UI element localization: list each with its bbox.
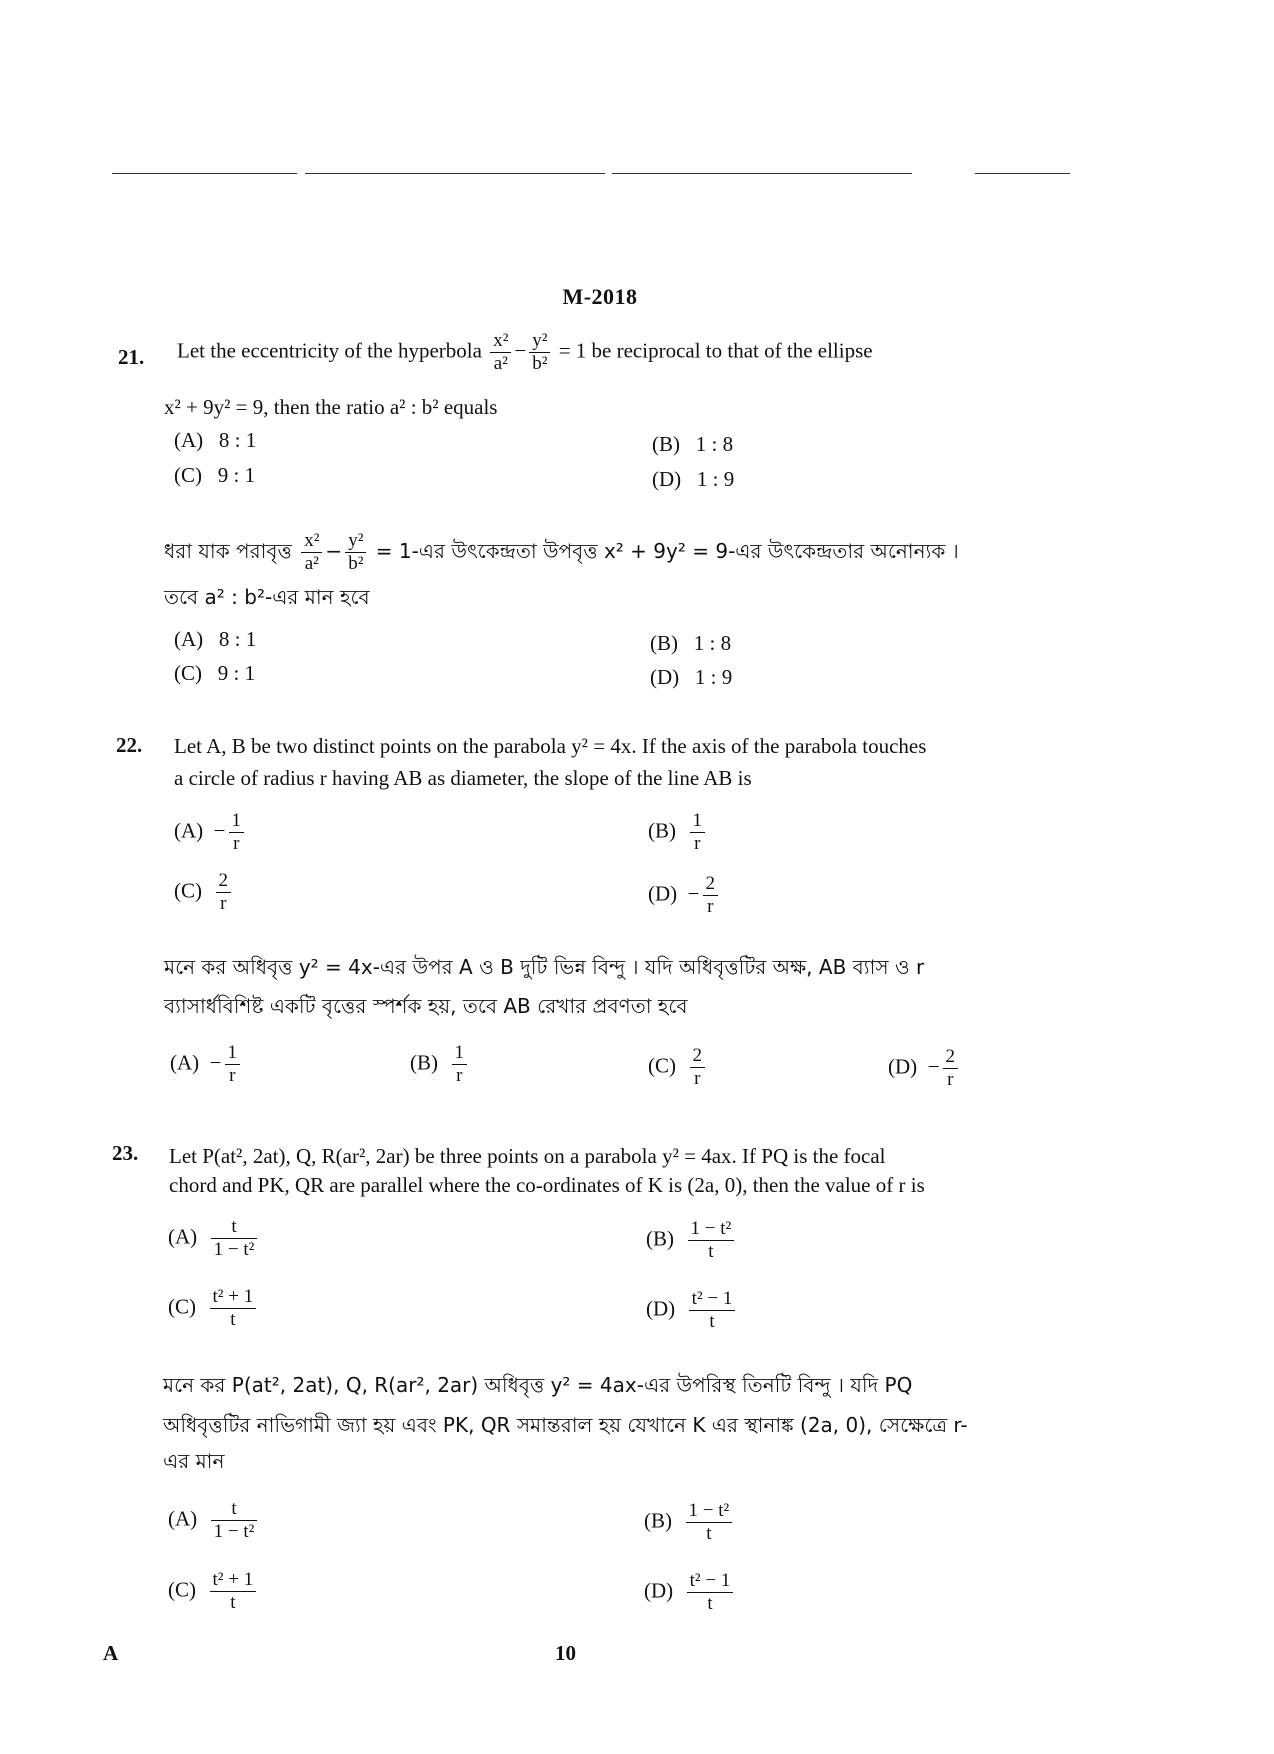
numerator: y²: [529, 330, 550, 353]
fraction: [301, 530, 322, 575]
question-text: x² + 9y² = 9, then the ratio a² : b² equals: [164, 395, 498, 419]
question-text-bengali: তবে a² : b²-এর মান হবে: [164, 585, 370, 609]
question-text-part: ধরা যাক পরাবৃত্ত: [164, 539, 292, 563]
option-c: (C) $\frac{2}{r}$: [174, 870, 234, 915]
option-d: (D) − $\frac{2}{r}$: [888, 1046, 961, 1091]
option-a: (A) $\frac{t}{\text{1 − t²}}$: [168, 1498, 260, 1543]
numerator: x²: [301, 530, 322, 553]
option-b: (B) $\frac{\text{1 − t²}}{t}$: [646, 1218, 737, 1263]
top-rule: [112, 173, 297, 174]
question-text: Let P(at², 2at), Q, R(ar², 2ar) be three points on a parabola y² = 4ax. If PQ is the focal: [169, 1144, 886, 1168]
fraction: [345, 530, 366, 575]
option-b: (B) $\frac{1}{r}$: [410, 1042, 470, 1087]
option-a: (A) 8 : 1: [174, 627, 257, 651]
question-text-bengali: অধিবৃত্তটির নাভিগামী জ্যা হয় এবং PK, QR সমান্তরাল হয় যেখানে K এর স্থানাঙ্ক (2a, 0), সেক্ষেত্রে r-: [163, 1413, 968, 1437]
top-rule: [975, 173, 1070, 174]
denominator: b²: [532, 353, 548, 374]
question-text-bengali: মনে কর P(at², 2at), Q, R(ar², 2ar) অধিবৃত্ত y² = 4ax-এর উপরিস্থ তিনটি বিন্দু । যদি PQ: [163, 1373, 913, 1397]
question-text: Let the eccentricity of the hyperbola $\frac{\text{x²}}{\text{a²}}$ − $\frac{\text{y²}}{\text{b²}}$ = 1 be reciprocal to that of the ellipse: [177, 330, 873, 374]
option-d: (D) 1 : 9: [650, 665, 733, 689]
numerator: x²: [490, 330, 511, 353]
fraction: [490, 330, 511, 375]
option-a: (A) $\frac{t}{\text{1 − t²}}$: [168, 1216, 260, 1261]
option-b: (B) $\frac{\text{1 − t²}}{t}$: [644, 1500, 735, 1545]
question-text-bengali: ধরা যাক পরাবৃত্ত $\frac{\text{x²}}{\text{a²}}$ − $\frac{\text{y²}}{\text{b²}}$ = 1-এর উৎকেন্দ্রতা উপবৃত্ত x² + 9y² = 9-এর উৎকেন্দ্রতার অনোন্যক ।: [164, 530, 959, 574]
question-text-part: Let the eccentricity of the hyperbola: [177, 338, 482, 363]
question-text-part: = 1 be reciprocal to that of the ellipse: [558, 338, 873, 363]
question-text: chord and PK, QR are parallel where the co-ordinates of K is (2a, 0), then the value of r is: [169, 1173, 925, 1197]
question-text: a circle of radius r having AB as diameter, the slope of the line AB is: [174, 766, 752, 790]
set-label: A: [103, 1641, 119, 1665]
option-c: (C) 9 : 1: [174, 463, 256, 487]
option-d: (D) 1 : 9: [652, 467, 735, 491]
question-text-bengali: মনে কর অধিবৃত্ত y² = 4x-এর উপর A ও B দুটি ভিন্ন বিন্দু । যদি অধিবৃত্তটির অক্ষ, AB ব্যাস ও r: [164, 955, 925, 979]
option-b: (B) 1 : 8: [650, 631, 732, 655]
question-number: 23.: [112, 1141, 139, 1165]
denominator: a²: [304, 553, 319, 574]
question-number: 21.: [118, 345, 145, 369]
option-b: (B) 1 : 8: [652, 432, 734, 456]
question-text-part: = 1-এর উৎকেন্দ্রতা উপবৃত্ত x² + 9y² = 9-এর উৎকেন্দ্রতার অনোন্যক ।: [375, 539, 959, 563]
option-c: (C) $\frac{\text{t² + 1}}{t}$: [168, 1286, 259, 1331]
paper-code: M-2018: [562, 284, 638, 309]
option-d: (D) $\frac{\text{t² − 1}}{t}$: [646, 1288, 738, 1333]
option-c: (C) $\frac{2}{r}$: [648, 1045, 708, 1090]
fraction: [529, 330, 550, 375]
page-number: 10: [555, 1641, 576, 1665]
option-a: (A) − $\frac{1}{r}$: [170, 1042, 243, 1087]
question-text-bengali: ব্যাসার্ধবিশিষ্ট একটি বৃত্তের স্পর্শক হয়, তবে AB রেখার প্রবণতা হবে: [164, 994, 688, 1018]
option-d: (D) − $\frac{2}{r}$: [648, 873, 721, 918]
numerator: y²: [345, 530, 366, 553]
top-rule: [305, 173, 605, 174]
option-a: (A) 8 : 1: [174, 428, 257, 452]
denominator: b²: [348, 553, 364, 574]
option-c: (C) 9 : 1: [174, 661, 256, 685]
option-d: (D) $\frac{\text{t² − 1}}{t}$: [644, 1570, 736, 1615]
question-text-bengali: এর মান: [163, 1449, 225, 1473]
option-b: (B) $\frac{1}{r}$: [648, 810, 708, 855]
question-text: Let A, B be two distinct points on the parabola y² = 4x. If the axis of the parabola touches: [174, 734, 927, 758]
option-a: (A) − $\frac{1}{r}$: [174, 810, 247, 855]
option-c: (C) $\frac{\text{t² + 1}}{t}$: [168, 1569, 259, 1614]
denominator: a²: [493, 353, 508, 374]
question-number: 22.: [116, 733, 143, 757]
top-rule: [612, 173, 912, 174]
